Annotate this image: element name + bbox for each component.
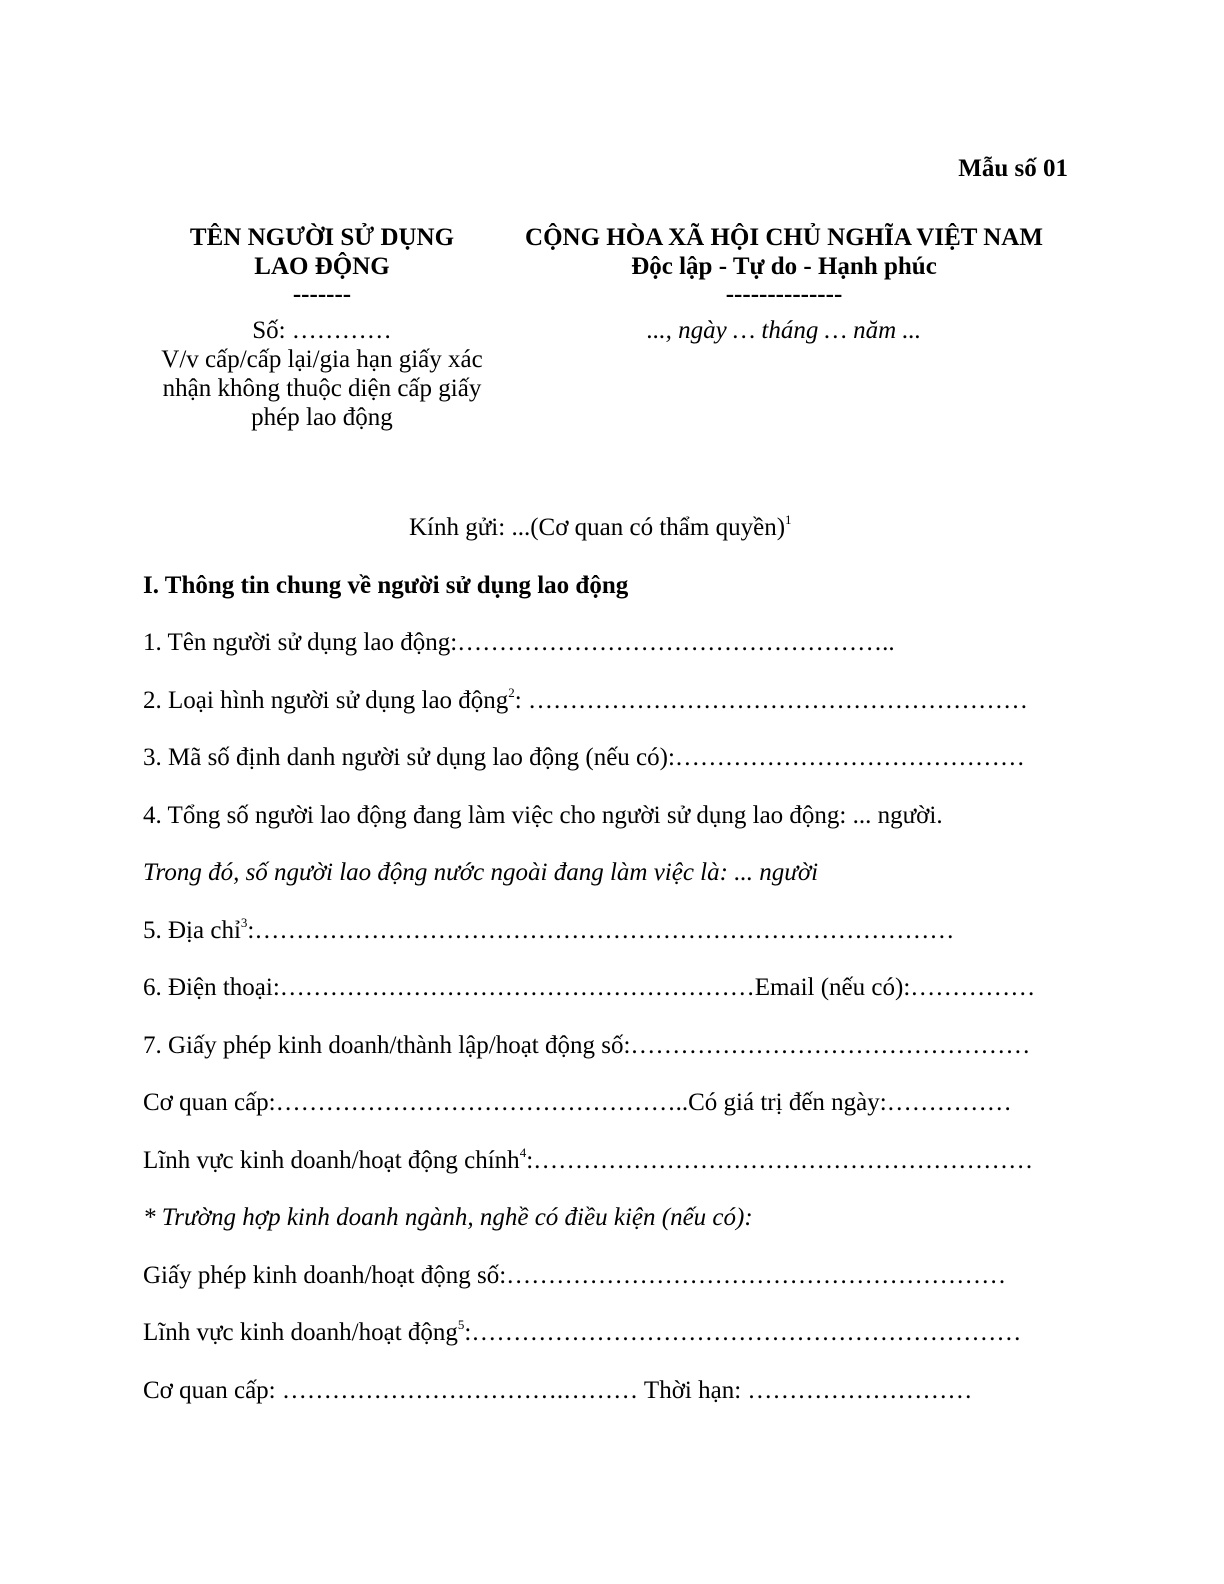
footnote-marker: 3 xyxy=(240,915,248,930)
employer-divider: ------- xyxy=(292,281,352,308)
field-phone-email: 6. Điện thoại:…………………………………………………Email (nếu có):…………… xyxy=(143,974,1036,1001)
employer-header xyxy=(142,224,502,432)
subject-line1: V/v cấp/cấp lại/gia hạn giấy xác xyxy=(161,346,483,373)
field-blank: :………………………………………………………………………… xyxy=(247,917,955,944)
recipient-text: Kính gửi: ...(Cơ quan có thẩm quyền) xyxy=(409,514,786,541)
subject-line3: phép lao động xyxy=(251,404,393,431)
field-label: Lĩnh vực kinh doanh/hoạt động chính xyxy=(143,1147,520,1174)
field-label: 2. Loại hình người sử dụng lao động xyxy=(143,687,509,714)
field-license-number: 7. Giấy phép kinh doanh/thành lập/hoạt động số:………………………………………… xyxy=(143,1032,1031,1059)
field-address xyxy=(143,917,954,945)
footnote-marker: 4 xyxy=(519,1145,527,1160)
employer-name-line2: LAO ĐỘNG xyxy=(254,253,390,280)
field-license-issuer: Cơ quan cấp:…………………………………………..Có giá trị đến ngày:…………… xyxy=(143,1089,1012,1116)
field-employer-name: 1. Tên người sử dụng lao động:…………………………………………….. xyxy=(143,629,895,656)
national-header xyxy=(494,224,1074,345)
section-title: I. Thông tin chung về người sử dụng lao động xyxy=(143,572,629,599)
national-title: CỘNG HÒA XÃ HỘI CHỦ NGHĨA VIỆT NAM xyxy=(525,224,1043,251)
field-blank: :………………………………………………………… xyxy=(464,1319,1022,1346)
footnote-marker: 5 xyxy=(457,1317,465,1332)
date-line: ..., ngày … tháng … năm ... xyxy=(646,317,922,344)
form-number: Mẫu số 01 xyxy=(958,155,1068,182)
field-blank: : …………………………………………………… xyxy=(514,687,1028,714)
field-label: 5. Địa chỉ xyxy=(143,917,241,944)
field-total-workers: 4. Tổng số người lao động đang làm việc cho người sử dụng lao động: ... người. xyxy=(143,802,943,829)
national-divider: -------------- xyxy=(725,281,843,308)
employer-name-line1: TÊN NGƯỜI SỬ DỤNG xyxy=(189,224,455,251)
field-employer-type xyxy=(143,687,1028,715)
subject-line2: nhận không thuộc diện cấp giấy xyxy=(162,375,482,402)
document-number: Số: ………… xyxy=(252,317,392,344)
field-label: Lĩnh vực kinh doanh/hoạt động xyxy=(143,1319,458,1346)
conditional-business-title: * Trường hợp kinh doanh ngành, nghề có điều kiện (nếu có): xyxy=(143,1204,753,1231)
field-blank: :…………………………………………………… xyxy=(526,1147,1034,1174)
footnote-marker: 2 xyxy=(508,685,515,700)
field-foreign-workers: Trong đó, số người lao động nước ngoài đang làm việc là: ... người xyxy=(143,859,819,886)
field-conditional-business xyxy=(143,1319,1021,1347)
field-identifier: 3. Mã số định danh người sử dụng lao động (nếu có):…………………………………… xyxy=(143,744,1025,771)
footnote-marker: 1 xyxy=(785,512,792,527)
field-main-business xyxy=(143,1147,1033,1175)
field-conditional-license: Giấy phép kinh doanh/hoạt động số:…………………………………………………… xyxy=(143,1262,1007,1289)
field-conditional-issuer: Cơ quan cấp: …………………………….……… Thời hạn: ……………………… xyxy=(143,1377,973,1404)
national-motto: Độc lập - Tự do - Hạnh phúc xyxy=(631,253,937,280)
recipient-line xyxy=(409,514,792,542)
